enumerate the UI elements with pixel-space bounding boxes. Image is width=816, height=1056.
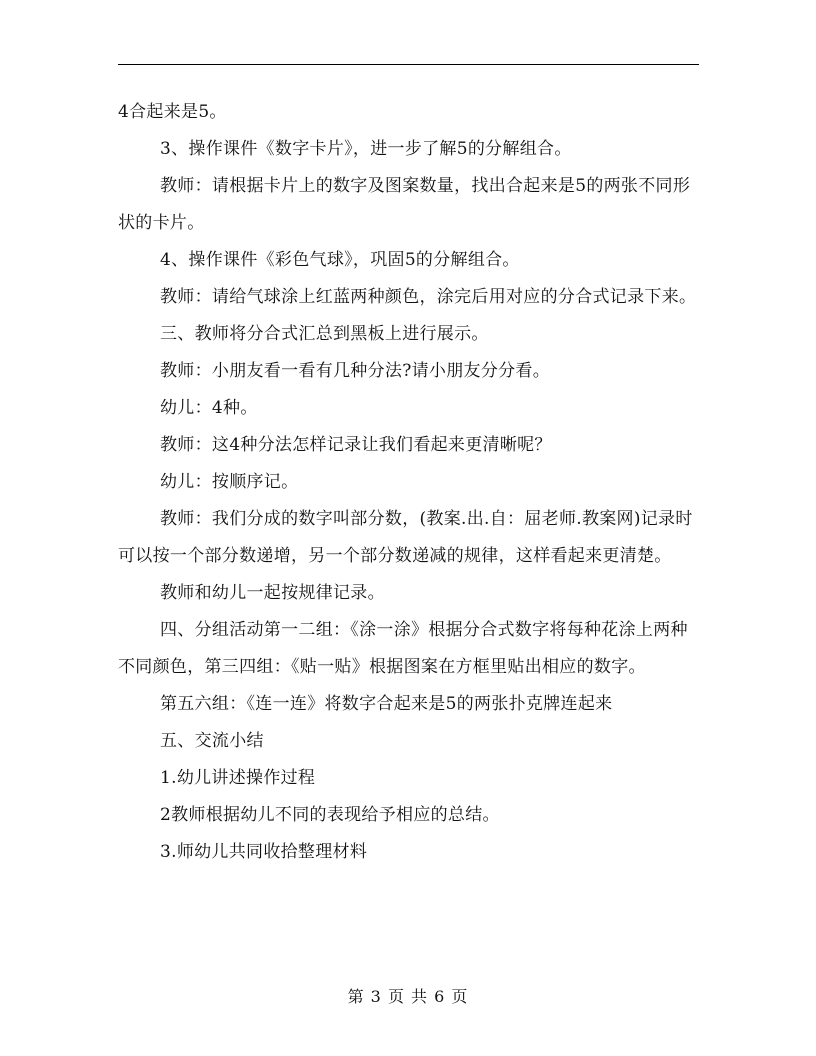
paragraph: 4、操作课件《彩色气球》，巩固5的分解组合。 <box>160 250 520 270</box>
paragraph: 教师和幼儿一起按规律记录。 <box>160 583 385 603</box>
paragraph: 教师：我们分成的数字叫部分数，(教案.出.自：屈老师.教案网)记录时可以按一个部分数递增，另一个部分数递减的规律，这样看起来更清楚。 <box>118 509 693 566</box>
paragraph: 幼儿：4种。 <box>160 398 258 418</box>
paragraph: 4合起来是5。 <box>118 102 227 122</box>
paragraph: 1.幼儿讲述操作过程 <box>160 768 316 788</box>
paragraph: 3、操作课件《数字卡片》，进一步了解5的分解组合。 <box>160 139 572 159</box>
paragraph: 五、交流小结 <box>160 731 264 751</box>
paragraph: 教师：请根据卡片上的数字及图案数量，找出合起来是5的两张不同形状的卡片。 <box>118 176 691 233</box>
paragraph: 教师：这4种分法怎样记录让我们看起来更清晰呢？ <box>160 435 552 455</box>
paragraph: 2教师根据幼儿不同的表现给予相应的总结。 <box>160 805 500 825</box>
paragraph: 三、教师将分合式汇总到黑板上进行展示。 <box>160 324 489 344</box>
paragraph: 第五六组：《连一连》将数字合起来是5的两张扑克牌连起来 <box>160 694 613 714</box>
paragraph: 教师：小朋友看一看有几种分法?请小朋友分分看。 <box>160 361 551 381</box>
paragraph: 幼儿：按顺序记。 <box>160 472 299 492</box>
page-footer: 第 3 页 共 6 页 <box>347 987 469 1006</box>
paragraph: 3.师幼儿共同收拾整理材料 <box>160 842 368 862</box>
document-body <box>118 94 700 871</box>
paragraph: 四、分组活动第一二组：《涂一涂》根据分合式数字将每种花涂上两种不同颜色，第三四组：《贴一贴》根据图案在方框里贴出相应的数字。 <box>118 620 688 677</box>
paragraph: 教师：请给气球涂上红蓝两种颜色，涂完后用对应的分合式记录下来。 <box>160 287 697 307</box>
header-rule <box>118 64 699 65</box>
